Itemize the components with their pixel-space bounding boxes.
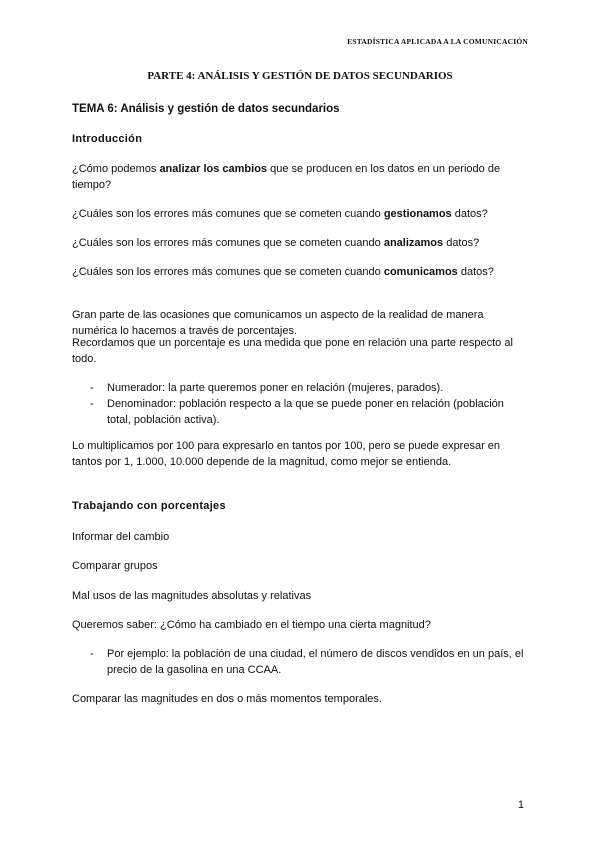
question-3-bold: analizamos [383,237,444,249]
line-mal-usos: Mal usos de las magnitudes absolutas y relativas [72,590,312,602]
question-4-post: datos? [457,266,494,278]
percent-heading: Trabajando con porcentajes [72,500,226,512]
intro-heading: Introducción [72,133,143,145]
running-header: ESTADÍSTICA APLICADA A LA COMUNICACIÓN [347,37,528,46]
question-2-bold: gestionamos [383,208,452,220]
line-comparar-grupos: Comparar grupos [72,560,158,572]
question-2-pre: ¿Cuáles son los errores más comunes que se cometen cuando [72,208,384,220]
bullet-dash: - [90,382,94,394]
question-4 [72,264,527,280]
line-queremos-saber: Queremos saber: ¿Cómo ha cambiado en el tiempo una cierta magnitud? [72,619,431,631]
question-1-post: que se producen en los datos en un periodo de tiempo? [72,163,501,191]
line-informar: Informar del cambio [72,531,170,543]
list-item-text: Numerador: la parte queremos poner en relación (mujeres, parados). [107,382,444,394]
paragraph-percentage-definition: Recordamos que un porcentaje es una medida que pone en relación una parte respecto al todo. [72,337,513,365]
question-3-post: datos? [443,237,480,249]
question-3 [72,235,527,251]
page-number: 1 [517,799,524,811]
bullet-dash: - [90,398,94,410]
line-comparar-magnitudes: Comparar las magnitudes en dos o más momentos temporales. [72,693,382,705]
question-1-bold: analizar los cambios [159,163,268,175]
question-4-pre: ¿Cuáles son los errores más comunes que se cometen cuando [72,266,384,278]
bullet-dash: - [90,648,94,660]
paragraph-percentages: Gran parte de las ocasiones que comunicamos un aspecto de la realidad de manera numérica lo hacemos a través de porcentajes. [72,309,484,337]
list-item-text: Por ejemplo: la población de una ciudad, el número de discos vendidos en un país, el precio de la gasolina en una CCAA. [107,648,524,676]
paragraph-multiplication: Lo multiplicamos por 100 para expresarlo en tantos por 100, pero se puede expresar en tantos por 1, 1.000, 10.000 depende de la magnitud, como mejor se entienda. [72,440,501,468]
question-1 [72,161,527,193]
tema-title: TEMA 6: Análisis y gestión de datos secundarios [72,103,340,115]
question-2-post: datos? [451,208,488,220]
question-1-pre: ¿Cómo podemos [72,163,160,175]
question-3-pre: ¿Cuáles son los errores más comunes que se cometen cuando [72,237,384,249]
question-4-bold: comunicamos [383,266,458,278]
question-2 [72,206,527,222]
part-title: PARTE 4: ANÁLISIS Y GESTIÓN DE DATOS SECUNDARIOS [147,70,453,82]
list-item-text: Denominador: población respecto a la que se puede poner en relación (población total, población activa). [107,398,504,426]
